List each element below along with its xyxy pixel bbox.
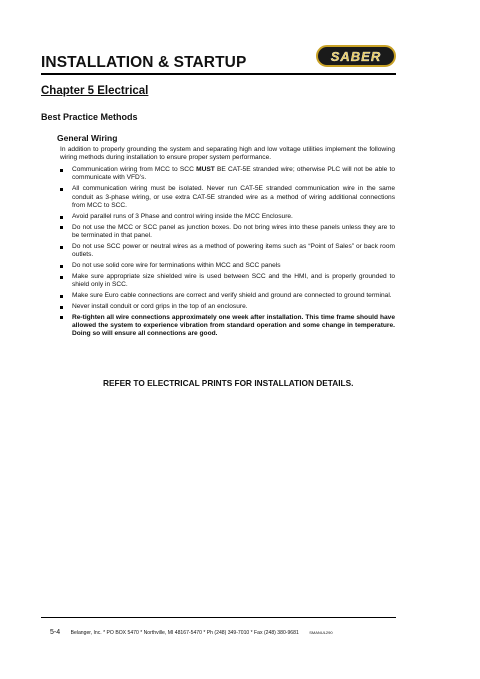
list-item-text: Avoid parallel runs of 3 Phase and control wiring inside the MCC Enclosure.	[72, 212, 293, 220]
list-item-text: Do not use solid core wire for terminations within MCC and SCC panels	[72, 262, 281, 270]
footer-contact: Belanger, Inc. * PO BOX 5470 * Northville, MI 48167-5470 * Ph (248) 349-7010 * Fax (248) 380-9681	[70, 630, 299, 636]
page-number: 5-4	[50, 629, 61, 636]
bullet-icon	[60, 276, 63, 279]
list-item-text: Re-tighten all wire connections approximately one week after installation. This time frame should have allowed the system to experience vibration from standard operation and some change in temperature. Doing so will ensure all connections are good.	[72, 313, 395, 338]
footer-rule	[41, 617, 396, 618]
intro-paragraph: In addition to properly grounding the system and separating high and low voltage utilities implement the following wiring methods during installation to ensure proper system performance.	[60, 146, 395, 162]
list-item-text: All communication wiring must be isolated. Never run CAT-5E stranded communication wire in the same conduit as 3-phase wiring, or use extra CAT-5E stranded wire as a method of wiring additional connections from MCC to SCC.	[72, 185, 395, 210]
bullet-icon	[60, 216, 63, 219]
bullet-icon	[60, 316, 63, 319]
list-item-emphasis: MUST	[196, 166, 215, 173]
list-item	[60, 224, 395, 241]
list-item	[60, 166, 395, 183]
bullet-icon	[60, 246, 63, 249]
header-rule	[41, 73, 396, 75]
bullet-icon	[60, 306, 63, 309]
page-header	[41, 40, 396, 75]
list-item-text: Do not use SCC power or neutral wires as a method of powering items such as “Point of Sales” or back room outlets.	[72, 242, 395, 259]
chapter-title: Chapter 5 Electrical	[41, 85, 149, 97]
list-item-text-post: BE CAT-5E stranded wire; otherwise PLC will not be able to communicate with VFD’s.	[72, 166, 395, 182]
list-item	[60, 303, 395, 311]
header-title: INSTALLATION & STARTUP	[41, 54, 247, 71]
saber-logo	[316, 44, 396, 68]
list-item	[60, 292, 395, 300]
bullet-icon	[60, 265, 63, 268]
list-item-text: Make sure appropriate size shielded wire is used between SCC and the HMI, and is properly grounded to shield only in SCC.	[72, 272, 395, 289]
list-item	[60, 273, 395, 290]
section-title: Best Practice Methods	[41, 112, 138, 122]
subsection-title: General Wiring	[57, 133, 118, 143]
manual-id: SMANUL290	[309, 630, 333, 635]
wiring-guidelines-list	[60, 166, 395, 341]
logo-text: SABER	[330, 49, 382, 64]
list-item	[60, 314, 395, 339]
bullet-icon	[60, 226, 63, 229]
list-item	[60, 213, 395, 221]
bullet-icon	[60, 188, 63, 191]
list-item	[60, 262, 395, 270]
bullet-icon	[60, 295, 63, 298]
list-item	[60, 243, 395, 260]
list-item-text: Never install conduit or cord grips in the top of an enclosure.	[72, 302, 248, 310]
page-footer	[50, 621, 396, 639]
list-item-text: Do not use the MCC or SCC panel as junction boxes. Do not bring wires into these panels unless they are to be terminated in that panel.	[72, 223, 395, 240]
bullet-icon	[60, 169, 63, 172]
list-item	[60, 185, 395, 210]
refer-note: REFER TO ELECTRICAL PRINTS FOR INSTALLATION DETAILS.	[103, 378, 354, 388]
list-item-text-pre: Communication wiring from MCC to SCC	[72, 166, 197, 173]
list-item-text: Make sure Euro cable connections are correct and verify shield and ground are connected to ground terminal.	[72, 292, 392, 300]
